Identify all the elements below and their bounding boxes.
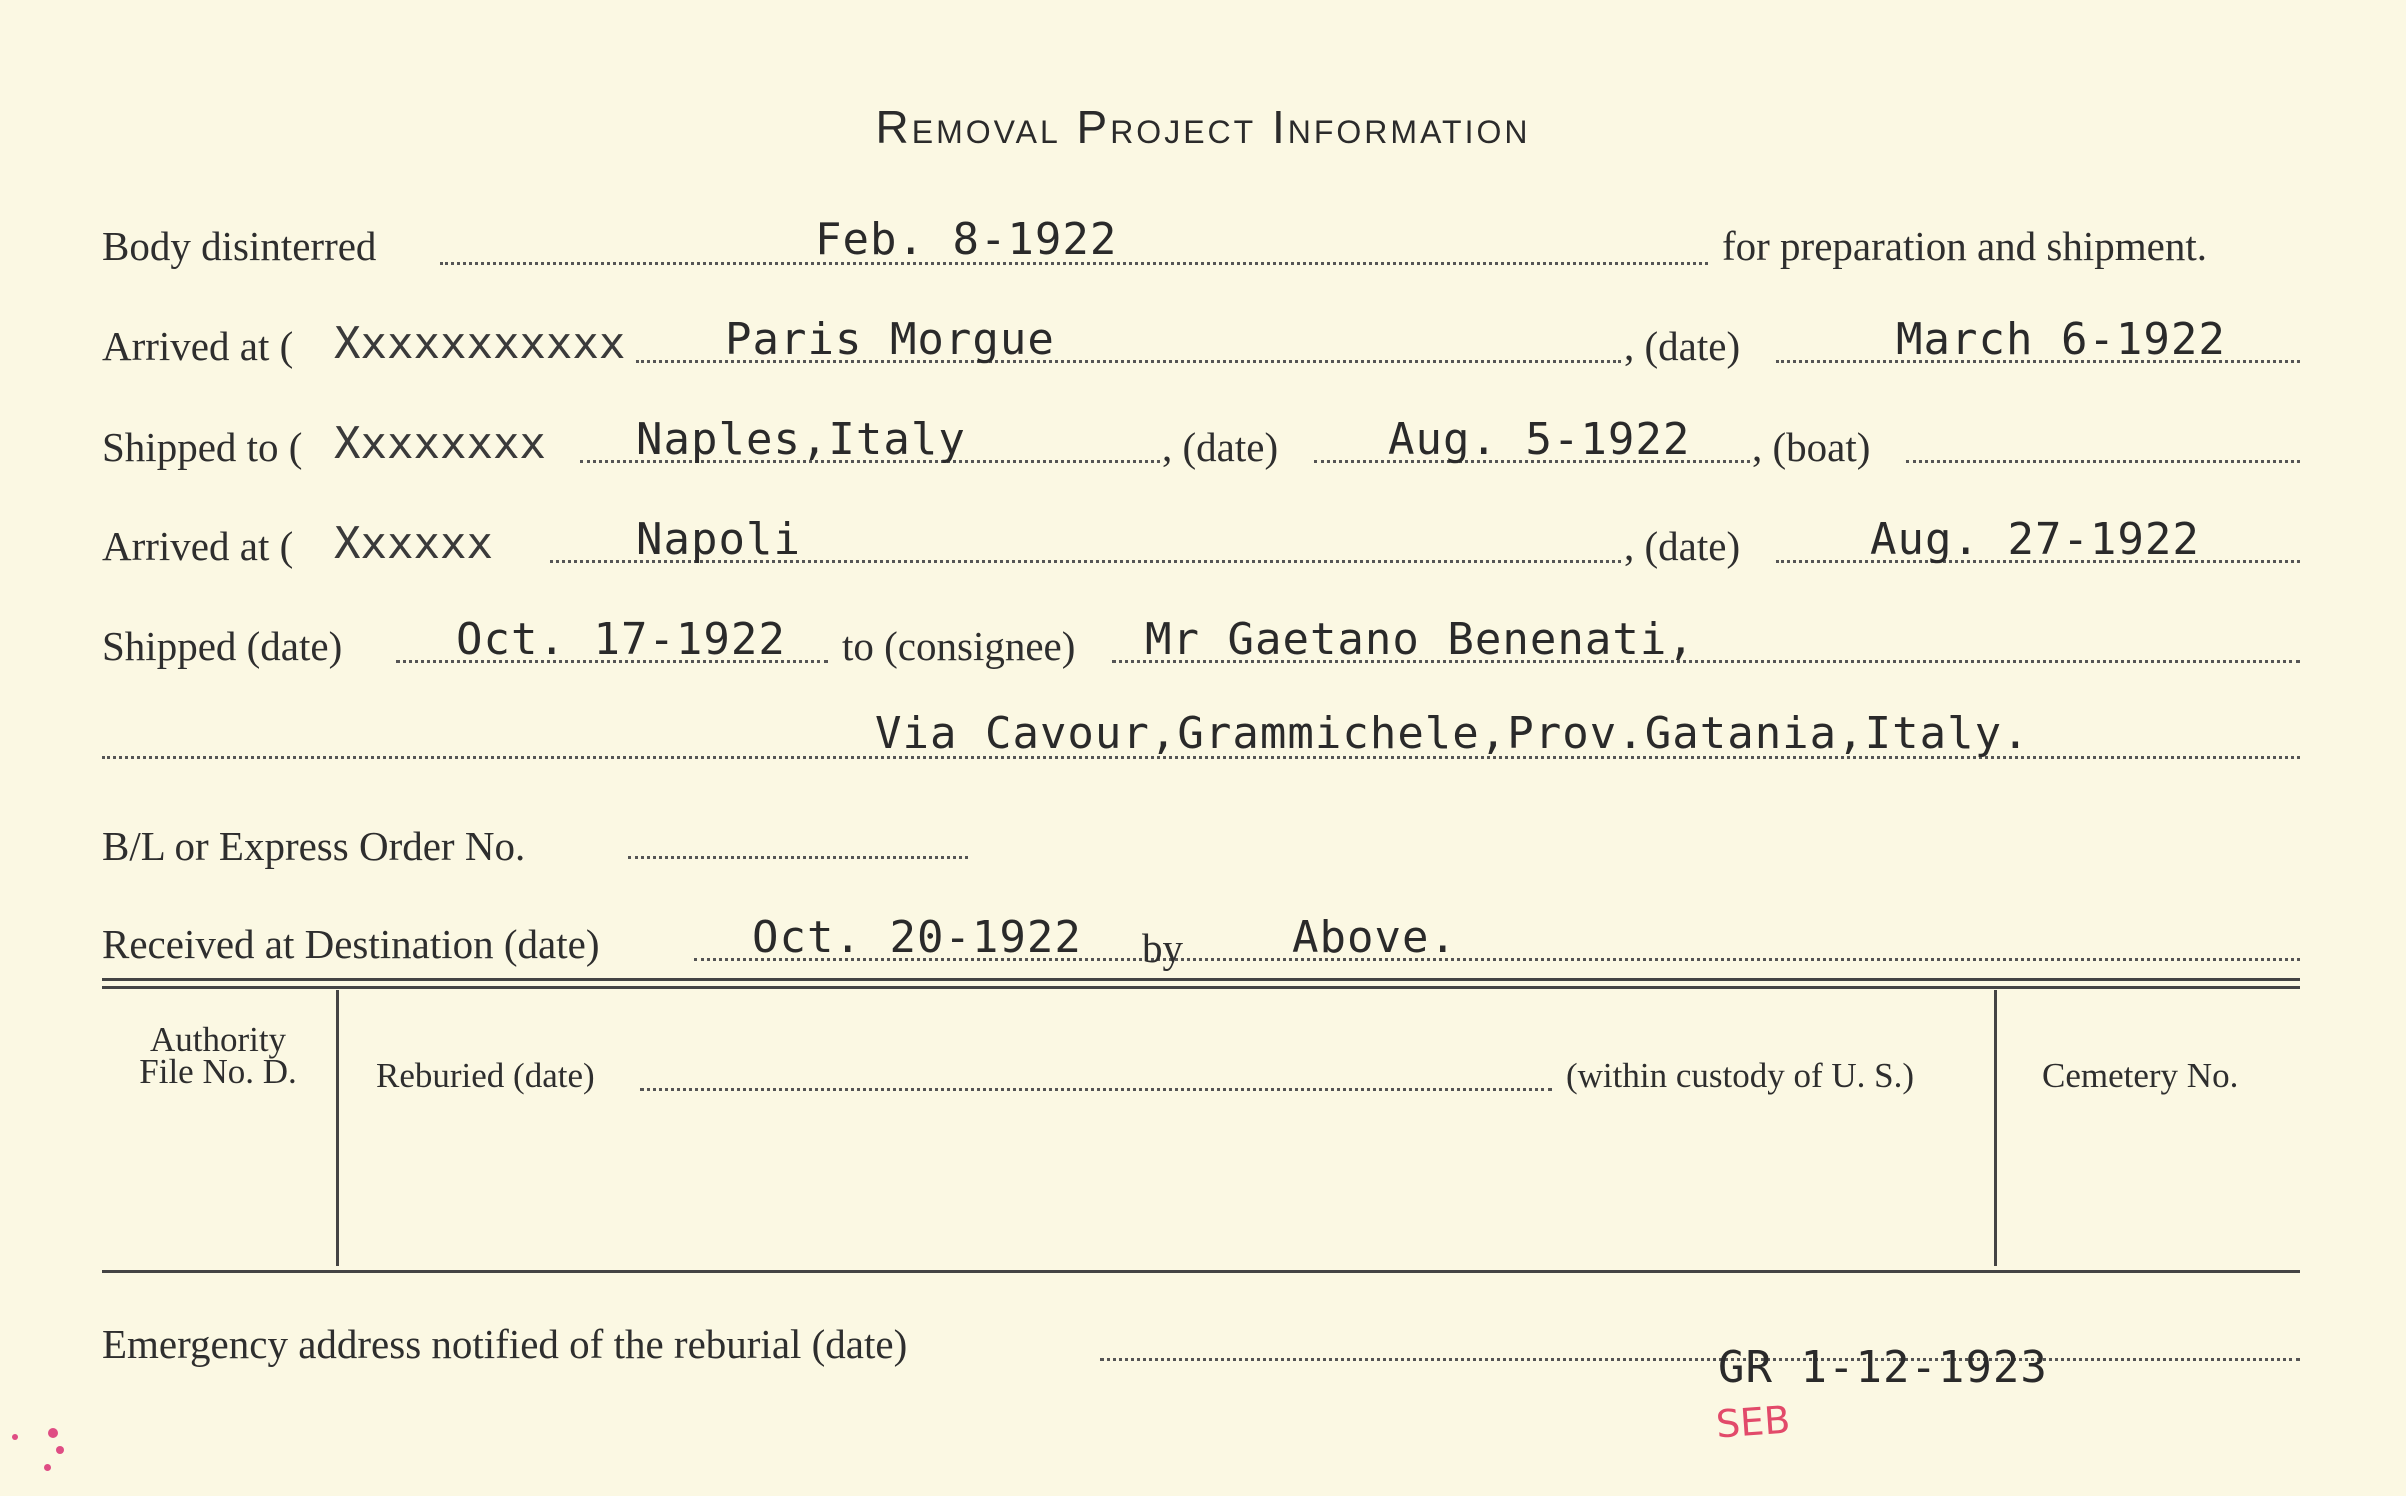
file-no-line: File No. D. bbox=[139, 1052, 297, 1091]
arrived-at-label: Arrived at ( bbox=[102, 323, 294, 369]
consignee-label: to (consignee) bbox=[842, 623, 1076, 669]
table-top-rule bbox=[102, 978, 2300, 981]
consignee-address: Via Cavour,Grammichele,Prov.Gatania,Italy. bbox=[875, 708, 2030, 759]
arrival-place: Napoli bbox=[636, 514, 801, 565]
date-label: , (date) bbox=[1624, 323, 1741, 369]
date-label: , (date) bbox=[1624, 523, 1741, 569]
bl-label: B/L or Express Order No. bbox=[102, 823, 526, 869]
pencil-note: SEB bbox=[1714, 1397, 1792, 1447]
cemetery-label: Cemetery No. bbox=[2042, 1056, 2239, 1095]
shipped-date-label: Shipped (date) bbox=[102, 623, 343, 669]
column-divider bbox=[336, 990, 339, 1266]
received-label: Received at Destination (date) bbox=[102, 921, 600, 967]
dotted-line bbox=[1100, 1358, 2300, 1361]
ink-stain bbox=[12, 1434, 18, 1440]
emergency-label: Emergency address notified of the reburial (date) bbox=[102, 1321, 908, 1367]
table-top-rule bbox=[102, 986, 2300, 989]
shipped-to-place: Naples,Italy bbox=[636, 414, 966, 465]
dotted-line bbox=[640, 1088, 1552, 1091]
consignee-name: Mr Gaetano Benenati, bbox=[1145, 614, 1695, 665]
ink-stain bbox=[56, 1446, 64, 1454]
table-bottom-rule bbox=[102, 1270, 2300, 1273]
reburied-label: Reburied (date) bbox=[376, 1056, 595, 1095]
boat-label: , (boat) bbox=[1752, 424, 1871, 470]
emergency-value: GR 1-12-1923 bbox=[1718, 1342, 2048, 1393]
column-divider bbox=[1994, 990, 1997, 1266]
authority-label bbox=[108, 1020, 328, 1091]
struck-text: Xxxxxxxxxxx bbox=[334, 318, 626, 369]
struck-text: Xxxxxxxx bbox=[334, 418, 546, 469]
received-date: Oct. 20-1922 bbox=[752, 912, 1082, 963]
arrival-date: Aug. 27-1922 bbox=[1870, 514, 2200, 565]
shipped-to-label: Shipped to ( bbox=[102, 424, 303, 470]
by-label: by bbox=[1142, 925, 1183, 971]
date-label: , (date) bbox=[1162, 424, 1279, 470]
shipped-date: Oct. 17-1922 bbox=[456, 614, 786, 665]
preparation-label: for preparation and shipment. bbox=[1722, 223, 2208, 269]
ink-stain bbox=[44, 1464, 51, 1471]
ink-stain bbox=[48, 1428, 58, 1438]
arrival-date: March 6-1922 bbox=[1896, 314, 2226, 365]
disinterred-date: Feb. 8-1922 bbox=[815, 214, 1118, 265]
shipped-date: Aug. 5-1922 bbox=[1388, 414, 1691, 465]
dotted-line bbox=[628, 856, 968, 859]
received-by: Above. bbox=[1292, 912, 1457, 963]
custody-label: (within custody of U. S.) bbox=[1566, 1056, 1915, 1095]
arrival-place: Paris Morgue bbox=[725, 314, 1055, 365]
authority-line: Authority bbox=[149, 1020, 287, 1059]
struck-text: Xxxxxx bbox=[334, 518, 493, 569]
form-title: Removal Project Information bbox=[875, 101, 1531, 153]
dotted-line bbox=[1906, 460, 2300, 463]
body-disinterred-label: Body disinterred bbox=[102, 223, 377, 269]
arrived-at-label: Arrived at ( bbox=[102, 523, 294, 569]
